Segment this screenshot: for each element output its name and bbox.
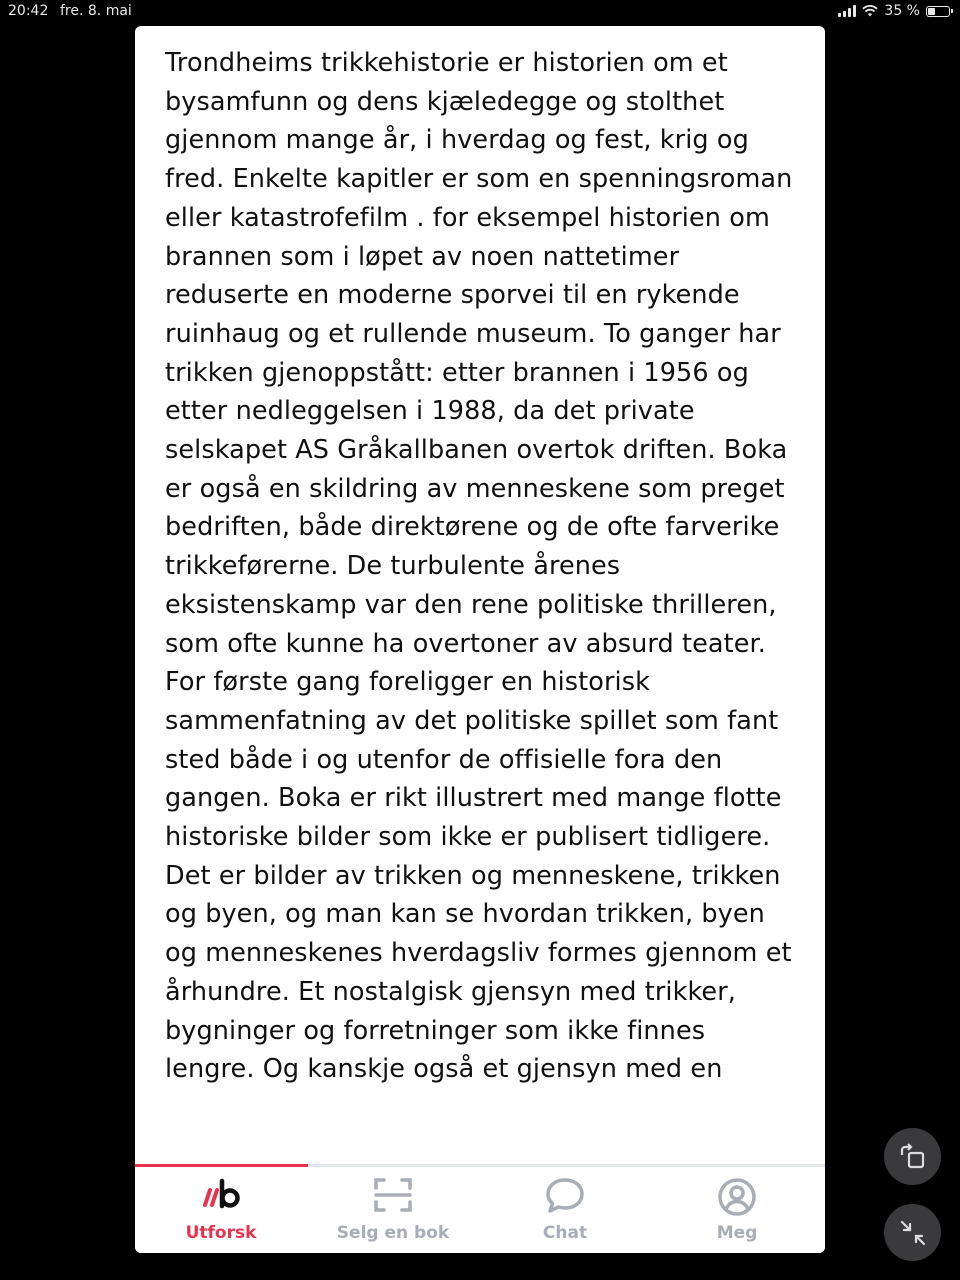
tab-label: Selg en bok: [336, 1223, 450, 1243]
status-time: 20:42: [8, 3, 49, 19]
battery-icon: [926, 6, 950, 17]
minimize-arrows-icon: [898, 1218, 928, 1248]
profile-icon: [717, 1177, 757, 1217]
book-description: Trondheims trikkehistorie er historien om et bysamfunn og dens kjæledegge og stolthet gjennom mange år, i hverdag og fest, krig og fred. Enkelte kapitler er som en spenningsroman eller katastrofefilm . for eksempel historien om brannen som i løpet av noen nattetimer reduserte en moderne sporvei til en rykende ruinhaug og et rullende museum. To ganger har trikken gjenoppstått: etter brannen i 1956 og etter nedleggelsen i 1988, da det private selskapet AS Gråkallbanen overtok driften. Boka er også en skildring av menneskene som preget bedriften, både direktørene og de ofte farverike trikkeførerne. De turbulente årenes eksistenskamp var den rene politiske thrilleren, som ofte kunne ha overtoner av absurd teater. For første gang foreligger en historisk sammenfatning av det politiske spillet som fant sted både i og utenfor de offisielle fora den gangen. Boka er rikt illustrert med mange flotte historiske bilder som ikke er publisert tidligere. Det er bilder av trikken og menneskene, trikken og byen, og man kan se hvordan trikken, byen og menneskenes hverdagsliv formes gjennom et århundre. Et nostalgisk gjensyn med trikker, bygninger og forretninger som ikke finnes lengre. Og kanskje også et gjensyn med en: [165, 48, 793, 1085]
tab-label: Utforsk: [185, 1223, 257, 1243]
tab-selg-en-bok[interactable]: [307, 1167, 479, 1253]
battery-percent: 35 %: [884, 3, 920, 19]
status-date: fre. 8. mai: [60, 3, 132, 19]
battery-level: [928, 8, 935, 15]
tab-bar: [135, 1164, 825, 1253]
rotate-icon: [898, 1142, 928, 1172]
chat-bubble-icon: [544, 1177, 586, 1215]
minimize-button[interactable]: [884, 1204, 941, 1261]
logo-icon: [197, 1177, 245, 1213]
tab-meg[interactable]: [651, 1167, 823, 1253]
scan-icon: [373, 1177, 413, 1213]
status-indicators: [838, 3, 950, 19]
rotate-screen-button[interactable]: [884, 1128, 941, 1185]
app-window: [135, 26, 825, 1253]
cellular-signal-icon: [838, 5, 856, 17]
tab-utforsk[interactable]: [135, 1167, 307, 1253]
status-bar: [0, 0, 960, 24]
book-description-scroll[interactable]: [135, 26, 825, 1164]
tab-label: Meg: [716, 1223, 758, 1243]
tab-label: Chat: [542, 1223, 588, 1243]
wifi-icon: [862, 5, 878, 17]
tab-chat[interactable]: [479, 1167, 651, 1253]
